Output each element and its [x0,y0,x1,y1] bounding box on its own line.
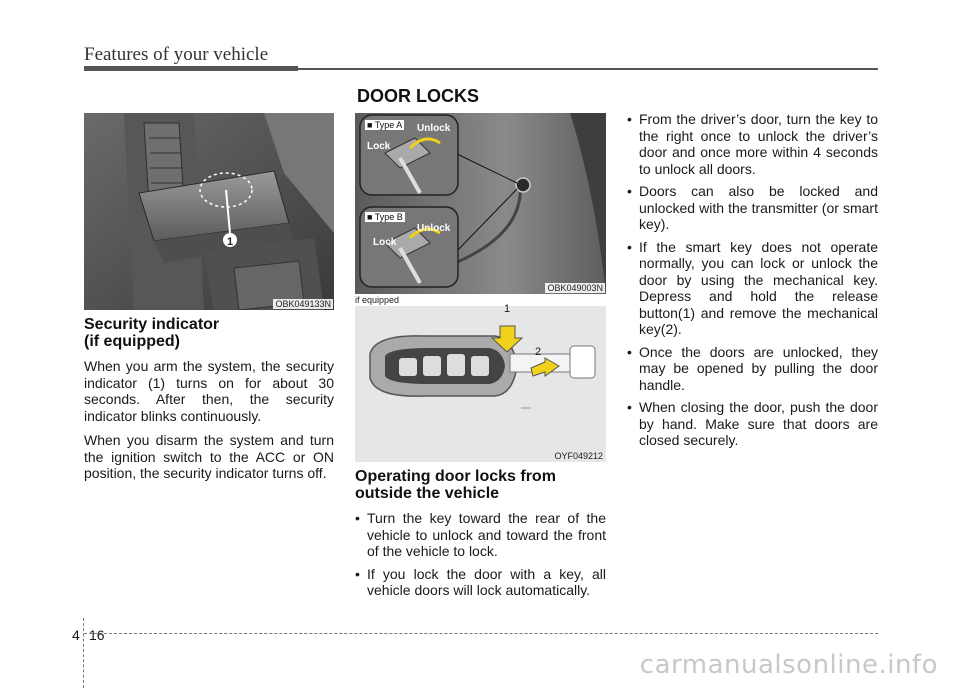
heading-line-1: Operating door locks from [355,468,556,485]
figure-code: OBK049003N [547,283,603,293]
chapter-number: 4 [72,627,80,643]
type-a-lock-label: Lock [367,141,391,152]
smart-key-illustration [355,306,606,462]
bullet-item: • From the driver’s door, turn the key to the right once to unlock the driver’s door and once more within 4 seconds to unlock all doors. [627,111,878,177]
operating-bullet-list [355,510,606,599]
smart-key-callout-2: 2 [535,346,542,358]
bullet-item: • Doors can also be locked and unlocked with the transmitter (or smart key). [627,183,878,233]
heading-line-2: (if equipped) [84,333,180,350]
bullet-item: • When closing the door, push the door by hand. Make sure that doors are closed securely. [627,399,878,449]
page-number: 16 [89,627,105,643]
right-column [627,111,878,449]
security-indicator-illustration [84,113,334,310]
header-title: Features of your vehicle [84,44,269,65]
right-bullet-list [627,111,878,449]
smart-key-figure [355,294,606,462]
footer-rule [84,633,878,634]
door-key-illustration [355,113,606,294]
security-heading [84,316,334,350]
type-b-unlock-label: Unlock [417,223,451,234]
bullet-item: • If the smart key does not operate normally, you can lock or unlock the door by using the mechanical key. Depress and hold the release button(1) and remove the mechanical key(2). [627,239,878,338]
figure-code: OBK049133N [275,299,331,309]
security-callout-1: 1 [226,236,234,248]
header-rule [84,68,878,70]
security-indicator-section [84,316,334,482]
bullet-item: • Turn the key toward the rear of the vehicle to unlock and toward the front of the vehicle to lock. [355,510,606,560]
door-key-figure [355,113,606,294]
type-b-label: ■ Type B [367,212,403,222]
figure-code: OYF049212 [554,451,603,461]
bullet-item: • Once the doors are unlocked, they may be opened by pulling the door handle. [627,344,878,394]
footer-divider [83,618,84,688]
heading-line-1: Security indicator [84,316,220,333]
type-a-label: ■ Type A [367,120,403,130]
bullet-item: • If you lock the door with a key, all vehicle doors will lock automatically. [355,566,606,599]
paragraph: When you arm the system, the security indicator (1) turns on for about 30 seconds. After then, the security indicator blinks continuously. [84,358,334,424]
security-indicator-figure [84,113,334,310]
section-title: DOOR LOCKS [357,86,480,106]
operating-door-locks-section [355,468,606,599]
paragraph: When you disarm the system and turn the ignition switch to the ACC or ON position, the security indicator turns off. [84,432,334,481]
if-equipped-note: if equipped [355,295,400,305]
operating-heading [355,468,606,502]
heading-line-2: outside the vehicle [355,485,500,502]
type-a-unlock-label: Unlock [417,123,451,134]
watermark: carmanualsonline.info [639,650,938,680]
type-b-lock-label: Lock [373,237,397,248]
smart-key-callout-1: 1 [504,303,511,315]
